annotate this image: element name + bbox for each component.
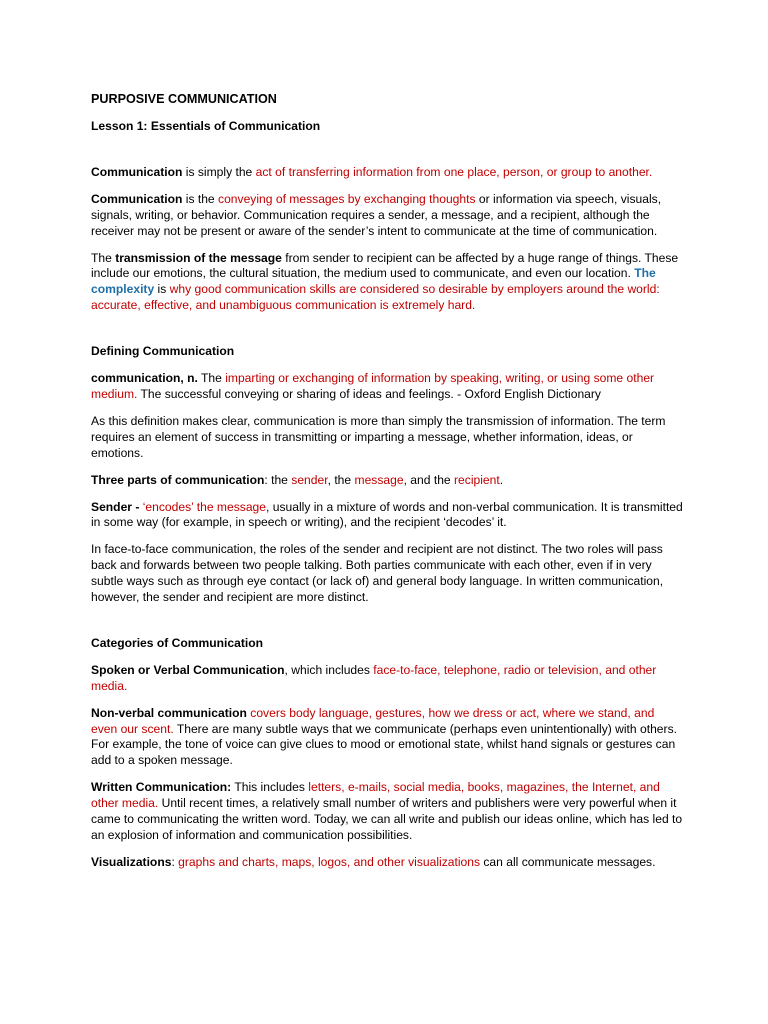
text: . (499, 472, 504, 487)
bold-text: transmission of the message (115, 250, 282, 265)
lesson-title: Lesson 1: Essentials of Communication (91, 119, 321, 133)
text: from sender to recipient can be affected by a huge range of things. These include our emotions, the cultural situation, the medium used to communicate, and even our location. (91, 250, 679, 281)
term: Communication (91, 191, 183, 206)
bold-text: Three parts of communication (91, 472, 265, 487)
paragraph-definition-explained: As this definition makes clear, communication is more than simply the transmission of information. The term requires an element of success in transmitting or imparting a message, whether information, ideas, or emotions. (91, 413, 666, 460)
section-heading-categories: Categories of Communication (91, 635, 264, 650)
text: There are many subtle ways that we communicate (perhaps even unintentionally) with others. For example, the tone of voice can give clues to mood or emotional state, whilst hand signals or gestures can add to a spoken message. (91, 721, 677, 768)
paragraph-visualizations (91, 855, 683, 871)
paragraph-face-to-face: In face-to-face communication, the roles of the sender and recipient are not distinct. The two roles will pass back and forwards between two people talking. Both parties communicate with each other, even if in very subtle ways such as through eye contact (or lack of) and general body language. In written communication, however, the sender and recipient are more distinct. (91, 542, 664, 605)
text: The successful conveying or sharing of ideas and feelings. - Oxford English Dictionary (137, 386, 601, 401)
text: , the (327, 472, 355, 487)
section-heading-defining: Defining Communication (91, 344, 235, 359)
document-page (91, 92, 683, 871)
paragraph-definition-detailed (91, 192, 683, 240)
document-title: PURPOSIVE COMMUNICATION (91, 92, 277, 106)
paragraph-transmission (91, 251, 683, 315)
highlight-text: face-to-face, telephone, radio or television, and other media. (91, 662, 657, 693)
highlight-blue-text: The complexity (91, 266, 656, 297)
highlight-text: why good communication skills are considered so desirable by employers around the world: accurate, effective, and unambiguous communication is extremely hard. (91, 282, 660, 313)
bold-text: Visualizations (91, 854, 172, 869)
highlight-text: message (354, 472, 404, 487)
highlight-text: ‘encodes’ the message (142, 499, 267, 514)
paragraph-three-parts (91, 473, 683, 489)
highlight-text: covers body language, gestures, how we dress or act, where we stand, and even our scent. (91, 705, 655, 736)
text: is (154, 282, 170, 297)
text: or information via speech, visuals, signals, writing, or behavior. Communication requires a sender, a message, and a recipient, although the receiver may not be present or aware of the sender’s intent to communicate at the time of communication. (91, 191, 662, 238)
text: Until recent times, a relatively small number of writers and publishers were very powerful when it came to communicating the written word. Today, we can all write and publish our ideas online, which has led to an explosion of information and communication possibilities. (91, 796, 683, 842)
highlight-text: letters, e-mails, social media, books, magazines, the Internet, and other media. (91, 780, 660, 811)
text: can all communicate messages. (480, 854, 656, 869)
text: The (197, 371, 226, 386)
paragraph-sender (91, 500, 683, 532)
bold-text: Non-verbal communication (91, 705, 247, 720)
paragraph-written (91, 780, 683, 844)
bold-text: Written Communication: (91, 780, 232, 795)
text: : (171, 854, 179, 869)
highlight-text: imparting or exchanging of information by speaking, writing, or using some other medium. (91, 371, 655, 401)
text: , and the (403, 472, 455, 487)
paragraph-definition-simple (91, 165, 683, 181)
text: is simply the (182, 164, 256, 179)
text: The (91, 250, 116, 265)
text: , which includes (284, 662, 374, 677)
highlight-text: conveying of messages by exchanging thoughts (218, 191, 476, 206)
text: , usually in a mixture of words and non-verbal communication. It is transmitted in some way (for example, in speech or writing), and the recipient ‘decodes’ it. (91, 499, 683, 530)
highlight-text: recipient (454, 472, 500, 487)
text: This includes (231, 780, 309, 795)
paragraph-verbal (91, 663, 683, 695)
bold-text: Sender - (91, 499, 143, 514)
text: is the (182, 191, 219, 206)
highlight-text: act of transferring information from one place, person, or group to another. (255, 164, 653, 179)
highlight-text: graphs and charts, maps, logos, and other visualizations (178, 854, 481, 869)
highlight-text: sender (291, 472, 328, 487)
bold-text: Spoken or Verbal Communication (91, 662, 285, 677)
term: Communication (91, 164, 183, 179)
term: communication, n. (91, 371, 198, 386)
paragraph-dictionary-definition (91, 371, 683, 403)
paragraph-non-verbal (91, 706, 683, 770)
text: : the (264, 472, 292, 487)
